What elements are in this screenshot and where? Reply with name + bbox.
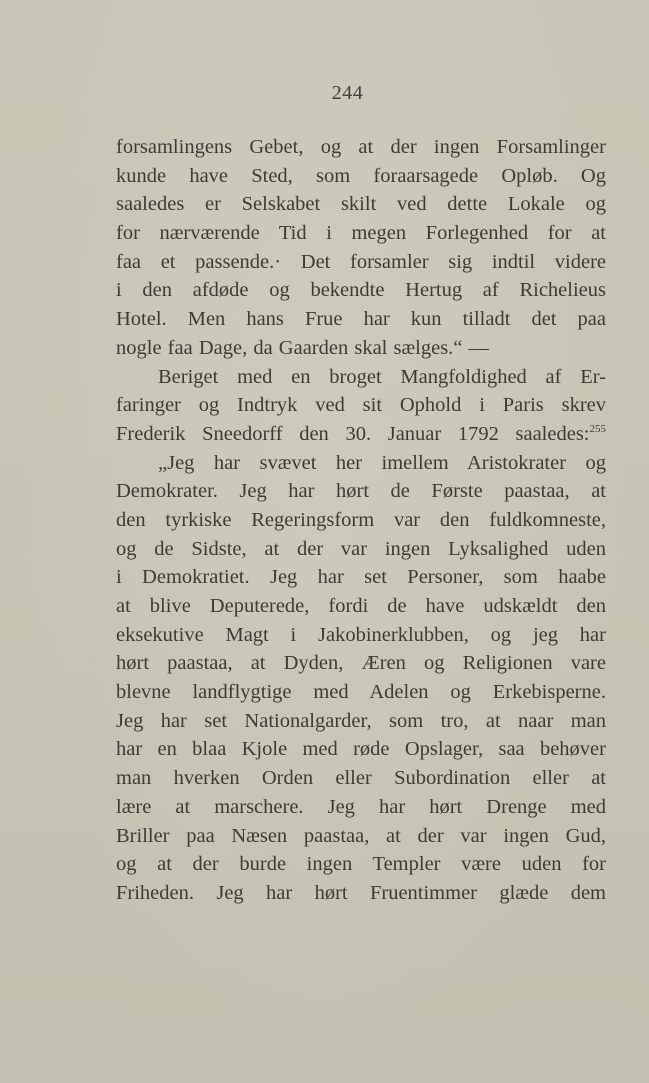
text-line: i Demokratiet. Jeg har set Personer, som haabe [116,566,606,589]
text-line: og de Sidste, at der var ingen Lyksalighed uden [116,537,606,560]
text-line: Demokrater. Jeg har hørt de Første paastaa, at [116,480,606,503]
body-text [116,133,606,908]
text-line: lære at marschere. Jeg har hørt Drenge med [116,795,606,818]
quote-start-line: „Jeg har svævet her imellem Aristokrater og [158,451,606,474]
text-line: saaledes er Selskabet skilt ved dette Lokale og [116,193,606,216]
text-line: og at der burde ingen Templer være uden for [116,853,606,876]
text-line: den tyrkiske Regeringsform var den fuldkomneste, [116,508,606,531]
text-line: i den afdøde og bekendte Hertug af Richelieus [116,279,606,302]
page-number: 244 [331,82,364,104]
text-line-content: Frederik Sneedorff den 30. Januar 1792 saaledes: [116,422,590,445]
text-line: man hverken Orden eller Subordination eller at [116,767,606,790]
text-line: for nærværende Tid i megen Forlegenhed for at [116,222,606,245]
text-line: Jeg har set Nationalgarder, som tro, at naar man [116,709,606,732]
text-line: at blive Deputerede, fordi de have udskældt den [116,595,606,617]
text-line: har en blaa Kjole med røde Opslager, saa behøver [116,738,606,761]
text-line: forsamlingens Gebet, og at der ingen Forsamlinger [116,136,606,158]
text-line: Briller paa Næsen paastaa, at der var ingen Gud, [116,824,606,847]
text-line: kunde have Sted, som foraarsagede Opløb. Og [116,164,606,187]
text-line: eksekutive Magt i Jakobinerklubben, og jeg har [116,623,606,646]
text-line: Hotel. Men hans Frue har kun tilladt det paa [116,308,606,331]
text-line-with-footnote [116,420,606,449]
paragraph-start-line: Beriget med en broget Mangfoldighed af Er- [158,365,606,388]
text-line: faa et passende.· Det forsamler sig indtil videre [116,250,606,273]
text-line: faringer og Indtryk ved sit Ophold i Paris skrev [116,394,606,417]
footnote-reference: 255 [589,422,606,435]
text-line: blevne landflygtige med Adelen og Erkebisperne. [116,681,606,704]
text-line: hørt paastaa, at Dyden, Æren og Religionen vare [116,652,606,675]
text-line: nogle faa Dage, da Gaarden skal sælges.“ — [116,336,490,359]
text-line: Friheden. Jeg har hørt Fruentimmer glæde dem [116,881,606,904]
